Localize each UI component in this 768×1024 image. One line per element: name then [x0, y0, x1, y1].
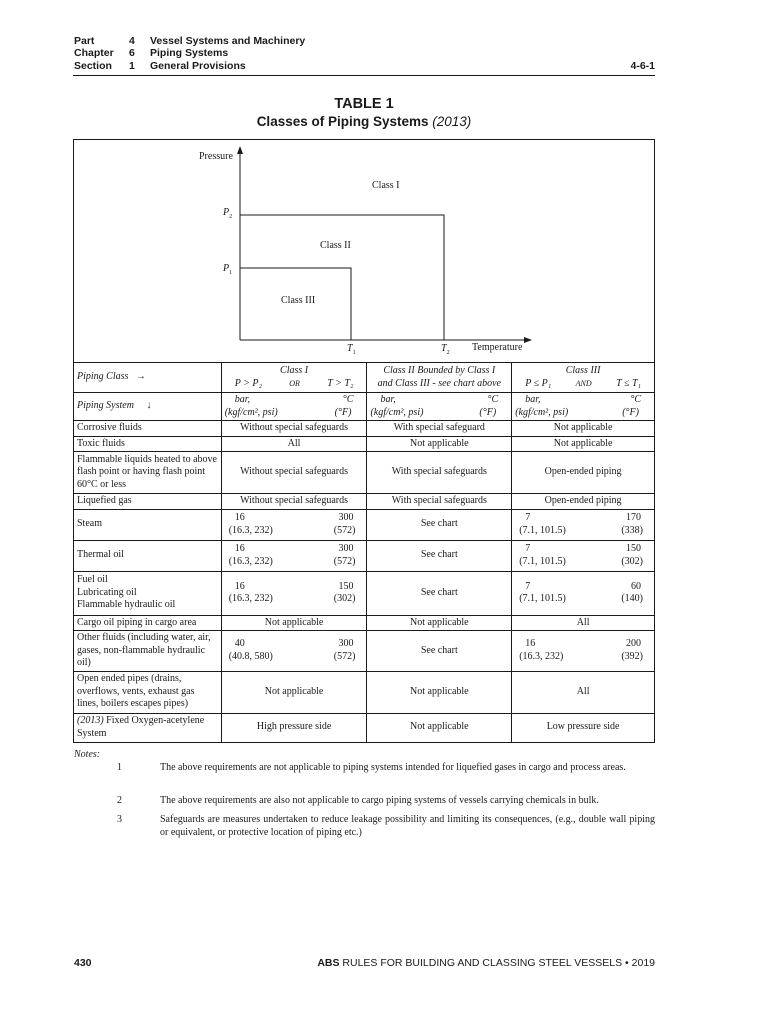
- notes-label: Notes:: [74, 749, 101, 760]
- right-arrow-icon: →: [135, 371, 146, 383]
- class-iii-header: Class III P ≤ P₁ AND T ≤ T₁: [512, 363, 655, 393]
- piping-system-label-cell: Piping System ↓: [74, 393, 222, 421]
- system-cell: Flammable liquids heated to above flash point or having flash point 60°C or less: [74, 452, 222, 494]
- tick-t2: $T_2$: [441, 343, 450, 356]
- header-label: Part: [74, 35, 95, 47]
- system-cell: Open ended pipes (drains, overflows, vents, exhaust gas lines, boilers escapes pipes): [74, 671, 222, 713]
- class-iii-units: bar, °C (kgf/cm², psi) (°F): [512, 393, 655, 421]
- system-cell: Cargo oil piping in cargo area: [74, 615, 222, 631]
- table-row-fuel-oil: Fuel oil Lubricating oil Flammable hydraulic oil 16 150 (16.3, 232) (302) See chart 7 60 (7.1, 101.5) (140): [74, 571, 655, 615]
- header-num: 4: [129, 35, 135, 47]
- system-cell: Steam: [74, 509, 222, 540]
- note-1: 1 The above requirements are not applicable to piping systems intended for liquefied gases in cargo and process areas.: [117, 762, 626, 773]
- header-title: Vessel Systems and Machinery: [150, 35, 306, 47]
- x-axis-label: Temperature: [472, 342, 523, 353]
- table-row-cargo: Cargo oil piping in cargo area Not applicable Not applicable All: [74, 615, 655, 631]
- system-cell: Other fluids (including water, air, gases, non-flammable hydraulic oil): [74, 631, 222, 672]
- system-cell: Thermal oil: [74, 540, 222, 571]
- class-i-header: Class I P > P₂ OR T > T₂: [221, 363, 367, 393]
- table-header-row: [74, 363, 655, 393]
- region-class-ii: Class II: [320, 240, 351, 251]
- tick-t1: $T_1$: [347, 343, 356, 356]
- note-2: 2 The above requirements are also not applicable to cargo piping systems of vessels carrying chemicals in bulk.: [117, 795, 599, 806]
- table-row-oxygen-acetylene: (2013) Fixed Oxygen-acetylene System High pressure side Not applicable Low pressure side: [74, 713, 655, 742]
- tick-p2: $P_2$: [223, 207, 233, 220]
- region-class-i: Class I: [372, 180, 400, 191]
- system-cell: (2013) Fixed Oxygen-acetylene System: [74, 713, 222, 742]
- table-subtitle-text: Classes of Piping Systems: [256, 114, 429, 129]
- table-row: Liquefied gas Without special safeguards With special safeguards Open-ended piping: [74, 494, 655, 510]
- abs-brand: ABS: [317, 957, 340, 969]
- table-row-open-ended: Open ended pipes (drains, overflows, vents, exhaust gas lines, boilers escapes pipes) Not applicable Not applicable All: [74, 671, 655, 713]
- piping-class-label-cell: Piping Class →: [74, 363, 222, 393]
- table-row-other-fluids: Other fluids (including water, air, gases, non-flammable hydraulic oil) 40 300 (40.8, 580) (572) See chart 16 200 (16.3, 232) (392): [74, 631, 655, 672]
- system-cell: Fuel oil Lubricating oil Flammable hydraulic oil: [74, 571, 222, 615]
- table-subtitle-year: (2013): [432, 114, 472, 129]
- table-row: Toxic fluids All Not applicable Not applicable: [74, 436, 655, 452]
- system-cell: Toxic fluids: [74, 436, 222, 452]
- table-row-thermal-oil: Thermal oil 16 300 (16.3, 232) (572) See chart 7 150 (7.1, 101.5) (302): [74, 540, 655, 571]
- header-num: 1: [129, 60, 135, 72]
- header-title: General Provisions: [150, 60, 246, 72]
- header-num: 6: [129, 47, 135, 59]
- class-ii-boundary: [240, 215, 444, 340]
- table-unit-row: [74, 393, 655, 421]
- y-axis-arrowhead: [237, 146, 243, 154]
- y-axis-label: Pressure: [199, 151, 233, 162]
- footer-title: ABS RULES FOR BUILDING AND CLASSING STEEL VESSELS • 2019: [317, 957, 655, 969]
- page-number: 430: [74, 957, 92, 969]
- note-3: 3 Safeguards are measures undertaken to reduce leakage possibility and limiting its consequences, (e.g., double wall piping or equivalent, or protective location of piping etc.): [117, 814, 655, 838]
- class-ii-units: bar, °C (kgf/cm², psi) (°F): [367, 393, 512, 421]
- table-row: Flammable liquids heated to above flash point or having flash point 60°C or less Without special safeguards With special safeguards Open-ended piping: [74, 452, 655, 494]
- down-arrow-icon: ↓: [146, 400, 152, 412]
- class-i-units: bar, °C (kgf/cm², psi) (°F): [221, 393, 367, 421]
- header-label: Chapter: [74, 47, 114, 59]
- system-cell: Corrosive fluids: [74, 421, 222, 437]
- class-ii-header: Class II Bounded by Class I and Class III - see chart above: [367, 363, 512, 393]
- tick-p1: $P_1$: [223, 263, 233, 276]
- system-cell: Liquefied gas: [74, 494, 222, 510]
- header-label: Section: [74, 60, 112, 72]
- header-title: Piping Systems: [150, 47, 229, 59]
- x-axis-arrowhead: [524, 337, 532, 343]
- page-reference: 4-6-1: [630, 60, 655, 72]
- piping-class-table: [73, 362, 655, 743]
- region-class-iii: Class III: [281, 295, 316, 306]
- table-title: TABLE 1: [334, 96, 394, 112]
- table-row-steam: Steam 16 300 (16.3, 232) (572) See chart 7 170 (7.1, 101.5) (338): [74, 509, 655, 540]
- table-row: Corrosive fluids Without special safeguards With special safeguard Not applicable: [74, 421, 655, 437]
